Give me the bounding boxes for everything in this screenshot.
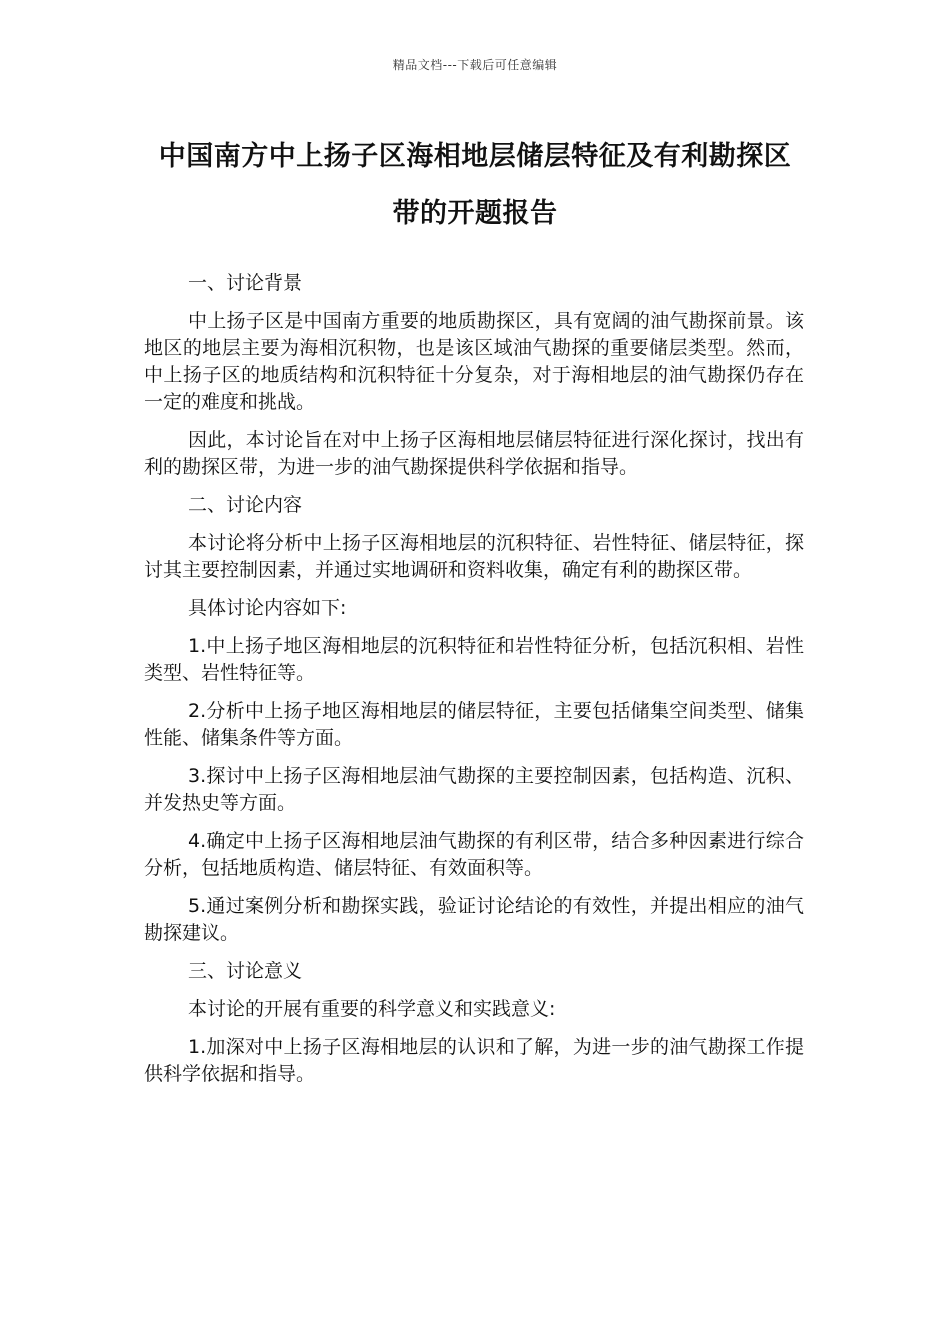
paragraph: 本讨论的开展有重要的科学意义和实践意义:: [188, 998, 556, 1020]
section-heading-background: 一、讨论背景: [188, 272, 303, 294]
paragraph: 因此，本讨论旨在对中上扬子区海相地层储层特征进行深化探讨，找出有利的勘探区带，为进一步的油气勘探提供科学依据和指导。: [144, 429, 804, 478]
section-heading-content: 二、讨论内容: [188, 494, 303, 516]
title-line-2: 带的开题报告: [392, 198, 558, 229]
list-item: 1.加深对中上扬子区海相地层的认识和了解，为进一步的油气勘探工作提供科学依据和指导。: [144, 1036, 804, 1085]
paragraph: 中上扬子区是中国南方重要的地质勘探区，具有宽阔的油气勘探前景。该地区的地层主要为海相沉积物，也是该区域油气勘探的重要储层类型。然而，中上扬子区的地质结构和沉积特征十分复杂，对于海相地层的油气勘探仍存在一定的难度和挑战。: [144, 310, 804, 413]
header-note: 精品文档---下载后可任意编辑: [392, 58, 558, 72]
section-heading-significance: 三、讨论意义: [188, 960, 303, 982]
list-item: 5.通过案例分析和勘探实践，验证讨论结论的有效性，并提出相应的油气勘探建议。: [144, 895, 804, 944]
list-item: 2.分析中上扬子地区海相地层的储层特征，主要包括储集空间类型、储集性能、储集条件等方面。: [144, 700, 804, 749]
list-item: 1.中上扬子地区海相地层的沉积特征和岩性特征分析，包括沉积相、岩性类型、岩性特征等。: [144, 635, 804, 684]
list-item: 4.确定中上扬子区海相地层油气勘探的有利区带，结合多种因素进行综合分析，包括地质构造、储层特征、有效面积等。: [144, 830, 804, 879]
paragraph: 本讨论将分析中上扬子区海相地层的沉积特征、岩性特征、储层特征，探讨其主要控制因素，并通过实地调研和资料收集，确定有利的勘探区带。: [144, 532, 804, 581]
title-line-1: 中国南方中上扬子区海相地层储层特征及有利勘探区: [158, 141, 792, 172]
document-title: [120, 128, 830, 242]
paragraph: 具体讨论内容如下:: [188, 597, 347, 619]
document-body: [144, 270, 804, 1099]
list-item: 3.探讨中上扬子区海相地层油气勘探的主要控制因素，包括构造、沉积、并发热史等方面。: [144, 765, 804, 814]
